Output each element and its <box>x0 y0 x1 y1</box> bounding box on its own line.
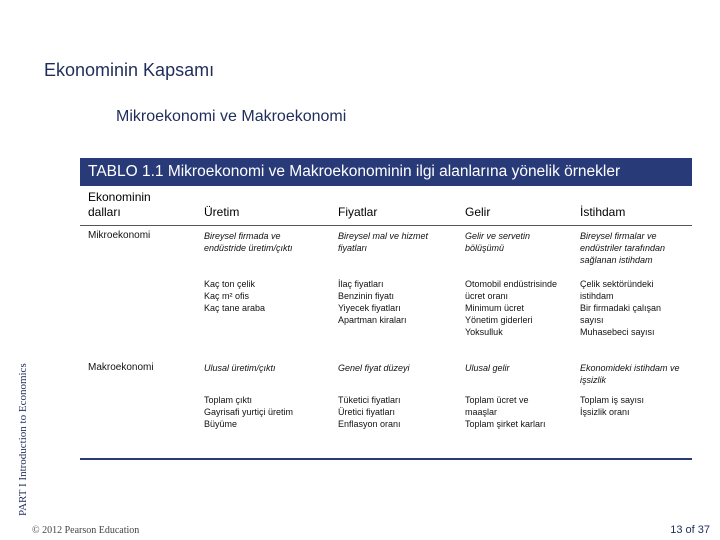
cell-line: Ekonomideki istihdam ve <box>580 363 680 373</box>
slide-title: Ekonominin Kapsamı <box>44 60 215 80</box>
row-branch-label: Mikroekonomi <box>88 230 151 241</box>
cell-line: Yoksulluk <box>465 327 503 337</box>
header-income: Gelir <box>465 205 491 219</box>
cell-line: Yiyecek fiyatları <box>338 303 401 313</box>
cell-line: Yönetim giderleri <box>465 315 533 325</box>
cell-line: Tüketici fiyatları <box>338 395 401 405</box>
cell-line: Çelik sektöründeki <box>580 279 654 289</box>
cell-line: Muhasebeci sayısı <box>580 327 655 337</box>
table-cell <box>204 278 265 314</box>
cell-line: Kaç ton çelik <box>204 279 256 289</box>
table-cell <box>580 394 644 418</box>
cell-line: Kaç tane araba <box>204 303 266 313</box>
table-cell <box>338 362 410 374</box>
cell-line: fiyatları <box>338 243 368 253</box>
cell-line: Toplam iş sayısı <box>580 395 645 405</box>
cell-line: Bireysel firmada ve <box>204 231 281 241</box>
cell-line: Üretici fiyatları <box>338 407 396 417</box>
cell-line: Toplam ücret ve <box>465 395 529 405</box>
cell-line: Bireysel mal ve hizmet <box>338 231 429 241</box>
cell-line: Büyüme <box>204 419 238 429</box>
table-cell <box>204 362 276 374</box>
cell-line: İşsizlik oranı <box>580 407 630 417</box>
cell-line: Apartman kiraları <box>338 315 407 325</box>
table-cell <box>465 278 557 338</box>
cell-line: işsizlik <box>580 375 606 385</box>
header-prices: Fiyatlar <box>338 205 378 219</box>
table-bottom-rule <box>80 458 692 460</box>
cell-line: Ulusal üretim/çıktı <box>204 363 276 373</box>
header-divider <box>80 225 692 226</box>
cell-line: Gelir ve servetin <box>465 231 531 241</box>
cell-line: İlaç fiyatları <box>338 279 384 289</box>
cell-line: Otomobil endüstrisinde <box>465 279 558 289</box>
cell-line: bölüşümü <box>465 243 505 253</box>
page-number: 13 of 37 <box>670 524 710 536</box>
cell-line: Genel fiyat düzeyi <box>338 363 410 373</box>
cell-line: Toplam şirket karları <box>465 419 546 429</box>
cell-line: Toplam çıktı <box>204 395 253 405</box>
header-branch: Ekonominin dalları <box>88 190 151 219</box>
header-production: Üretim <box>204 205 240 219</box>
side-part-label: PART I Introduction to Economics <box>17 363 29 516</box>
table-cell <box>580 278 661 338</box>
table-cell <box>580 362 680 386</box>
table-cell <box>338 278 407 326</box>
cell-line: ücret oranı <box>465 291 509 301</box>
cell-line: Gayrisafi yurtiçi üretim <box>204 407 294 417</box>
cell-line: sağlanan istihdam <box>580 255 653 265</box>
table-cell <box>338 230 428 254</box>
cell-line: endüstriler tarafından <box>580 243 666 253</box>
table-cell <box>465 394 546 430</box>
cell-line: Minimum ücret <box>465 303 525 313</box>
table-cell <box>580 230 665 266</box>
cell-line: Bireysel firmalar ve <box>580 231 657 241</box>
table-cell <box>465 362 510 374</box>
table-caption: TABLO 1.1 Mikroekonomi ve Makroekonominin ilgi alanlarına yönelik örnekler <box>80 158 692 186</box>
cell-line: istihdam <box>580 291 614 301</box>
table-cell <box>204 394 293 430</box>
slide-subtitle: Mikroekonomi ve Makroekonomi <box>116 108 347 125</box>
cell-line: Bir firmadaki çalışan <box>580 303 662 313</box>
table-cell <box>465 230 530 254</box>
cell-line: maaşlar <box>465 407 498 417</box>
copyright-footer: © 2012 Pearson Education <box>32 525 140 536</box>
table-cell <box>204 230 293 254</box>
table-cell <box>338 394 401 430</box>
cell-line: endüstride üretim/çıktı <box>204 243 293 253</box>
cell-line: Ulusal gelir <box>465 363 510 373</box>
cell-line: Enflasyon oranı <box>338 419 401 429</box>
row-branch-label: Makroekonomi <box>88 362 154 373</box>
cell-line: Benzinin fiyatı <box>338 291 395 301</box>
cell-line: sayısı <box>580 315 604 325</box>
header-employment: İstihdam <box>580 205 626 219</box>
cell-line: Kaç m² ofis <box>204 291 250 301</box>
